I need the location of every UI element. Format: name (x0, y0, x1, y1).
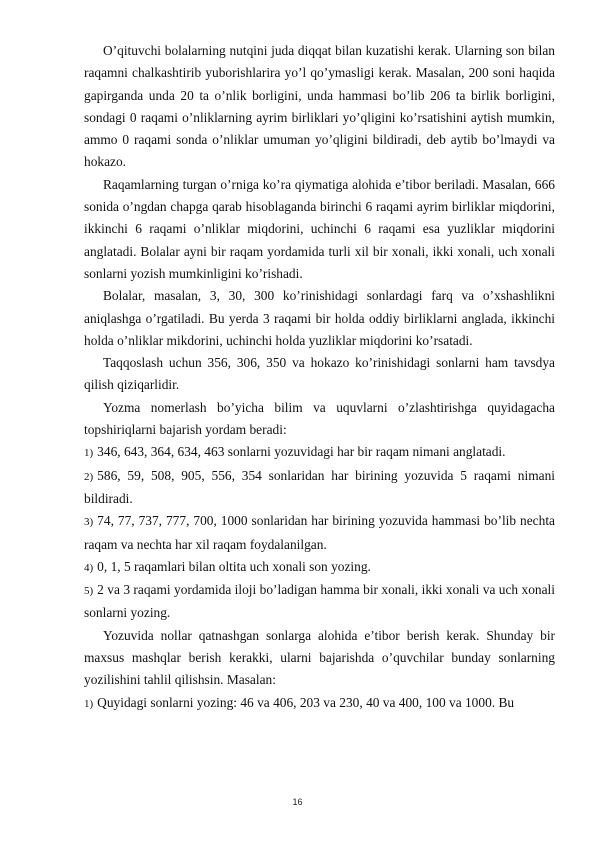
exercise-text: 586, 59, 508, 905, 556, 354 sonlaridan har birining yozuvida 5 raqami nimani bildiradi. (84, 467, 555, 506)
paragraph-compare-numbers: Bolalar, masalan, 3, 30, 300 ko’rinishidagi sonlardagi farq va o’xshashlikni aniqlashga o’rgatiladi. Bu yerda 3 raqami bir holda oddiy birliklarni anglada, ikkinchi holda o’nliklar mikdorini, uchinchi holda yuzliklar miqdorini ko’rsatadi. (84, 288, 555, 348)
exercise-text: 0, 1, 5 raqamlari bilan oltita uch xonali son yozing. (97, 558, 371, 574)
paragraph-comparison-examples: Taqqoslash uchun 356, 306, 350 va hokazo ko’rinishidagi sonlarni ham tavsdya qilish qiziqarlidir. (84, 355, 555, 393)
exercise-item (84, 441, 555, 464)
page-body (84, 40, 555, 715)
example-text: Quyidagi sonlarni yozing: 46 va 406, 203 va 230, 40 va 400, 100 va 1000. Bu (97, 694, 515, 710)
exercise-text: 346, 643, 364, 634, 463 sonlarni yozuvidagi har bir raqam nimani anglatadi. (97, 444, 506, 460)
exercise-number: 5) (84, 585, 94, 598)
page-number: 16 (292, 797, 303, 807)
exercise-number: 1) (84, 447, 94, 460)
paragraph-exercises-intro: Yozma nomerlash bo’yicha bilim va uquvlarni o’zlashtirishga quyidagacha topshiriqlarni bajarish yordam beradi: (84, 399, 555, 438)
paragraph-digit-position: Raqamlarning turgan o’rniga ko’ra qiymatiga alohida e’tibor beriladi. Masalan, 666 sonida o’ngdan chapga qarab hisoblaganda birinchi 6 raqami ayrim birliklar miqdorini, ikkinchi 6 raqami o’nliklar miqdorini, uchinchi 6 raqami esa yuzliklar miqdorini anglatadi. Bolalar ayni bir raqam yordamida turli xil bir xonali, ikki xonali, uch xonali sonlarni yozish mumkinligini ko’rishadi. (84, 176, 555, 281)
exercise-item (84, 510, 555, 556)
exercise-item (84, 579, 555, 625)
exercise-item (84, 556, 555, 579)
example-number: 1) (84, 697, 94, 710)
exercise-text: 74, 77, 737, 777, 700, 1000 sonlaridan har birining yozuvida hammasi bo’lib nechta raqam va nechta har xil raqam foydalanilgan. (84, 513, 555, 552)
exercise-item (84, 465, 555, 511)
example-item (84, 692, 555, 715)
exercise-text: 2 va 3 raqami yordamida iloji bo’ladigan hamma bir xonali, ikki xonali va uch xonali sonlarni yozing. (84, 582, 555, 621)
exercise-number: 4) (84, 561, 94, 574)
exercise-number: 2) (84, 470, 94, 483)
paragraph-zeros-attention: Yozuvida nollar qatnashgan sonlarga alohida e’tibor berish kerak. Shunday bir maxsus mashqlar berish kerakki, ularni bajarishda o’quvchilar bunday sonlarning yozilishini tahlil qilishsin. Masalan: (84, 627, 555, 688)
exercise-number: 3) (84, 516, 94, 529)
paragraph-teacher-speech: O’qituvchi bolalarning nutqini juda diqqat bilan kuzatishi kerak. Ularning son bilan raqamni chalkashtirib yuborishlarira yo’l qo’ymasligi kerak. Masalan, 200 soni haqida gapirganda unda 20 ta o’nlik borligini, unda hammasi bo’lib 206 ta birlik borligini, sondagi 0 raqami o’nliklarning ayrim birliklari yo’qligini ko’rsatishini aytish mumkin, ammo 0 raqami sonda o’nliklar umuman yo’qligini bildiradi, deb aytib bo’lmaydi va hokazo. (84, 43, 555, 170)
